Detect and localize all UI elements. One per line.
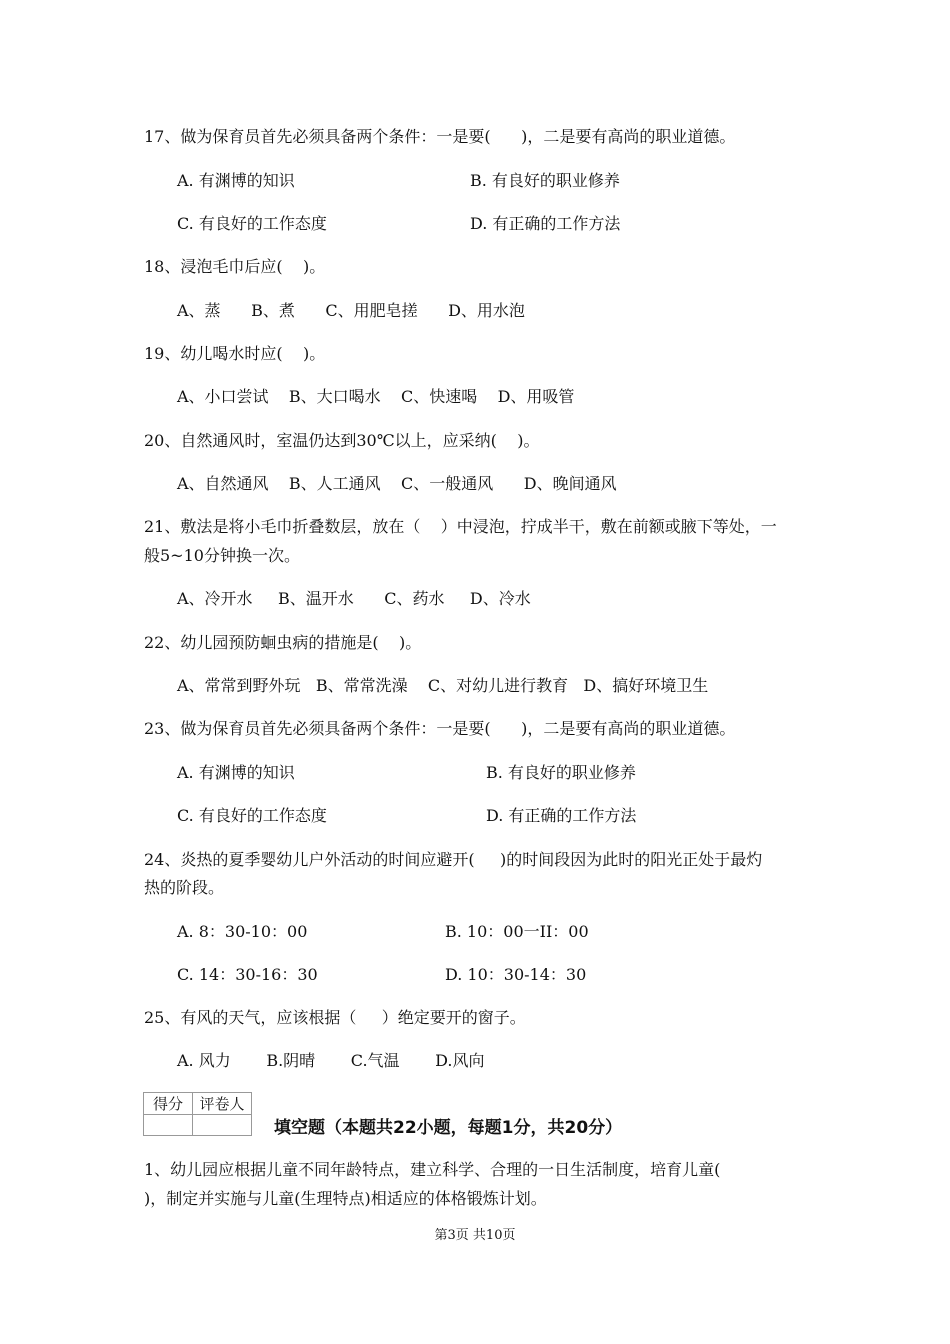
q17-option-a: A. 有渊博的知识 <box>177 171 295 190</box>
q24-option-d: D. 10：30-14：30 <box>445 965 587 984</box>
q22-options: A、常常到野外玩 B、常常洗澡 C、对幼儿进行教育 D、搞好环境卫生 <box>177 676 709 695</box>
q24-option-c: C. 14：30-16：30 <box>177 965 318 984</box>
score-cell <box>144 1115 193 1136</box>
q19-options: A、小口尝试 B、大口喝水 C、快速喝 D、用吸管 <box>177 387 575 406</box>
question-25-stem: 25、有风的天气，应该根据（ ）绝定要开的窗子。 <box>144 1008 526 1027</box>
q20-options: A、自然通风 B、人工通风 C、一般通风 D、晚间通风 <box>177 474 617 493</box>
q17-option-b: B. 有良好的职业修养 <box>470 171 620 190</box>
question-17-stem: 17、做为保育员首先必须具备两个条件：一是要( )，二是要有高尚的职业道德。 <box>144 127 736 146</box>
q21-options: A、冷开水 B、温开水 C、药水 D、冷水 <box>177 589 531 608</box>
score-box <box>143 1092 252 1136</box>
page-number: 第3页 共10页 <box>434 1228 516 1243</box>
question-20-stem: 20、自然通风时，室温仍达到30℃以上，应采纳( )。 <box>144 431 540 450</box>
grader-label: 评卷人 <box>193 1093 252 1115</box>
question-21-stem-line2: 般5~10分钟换一次。 <box>144 546 300 565</box>
question-18-stem: 18、浸泡毛巾后应( )。 <box>144 257 326 276</box>
q23-option-a: A. 有渊博的知识 <box>177 763 295 782</box>
section-title: 填空题（本题共22小题，每题1分，共20分） <box>274 1118 623 1138</box>
question-22-stem: 22、幼儿园预防蛔虫病的措施是( )。 <box>144 633 422 652</box>
question-24-stem-line2: 热的阶段。 <box>144 878 225 897</box>
q24-option-b: B. 10：00一II：00 <box>445 922 589 941</box>
q25-options: A. 风力 B.阴晴 C.气温 D.风向 <box>177 1051 485 1070</box>
score-label: 得分 <box>144 1093 193 1115</box>
q23-option-b: B. 有良好的职业修养 <box>486 763 636 782</box>
q23-option-c: C. 有良好的工作态度 <box>177 806 327 825</box>
question-23-stem: 23、做为保育员首先必须具备两个条件：一是要( )，二是要有高尚的职业道德。 <box>144 719 736 738</box>
question-19-stem: 19、幼儿喝水时应( )。 <box>144 344 326 363</box>
q23-option-d: D. 有正确的工作方法 <box>486 806 637 825</box>
q17-option-c: C. 有良好的工作态度 <box>177 214 327 233</box>
question-21-stem-line1: 21、敷法是将小毛巾折叠数层，放在（ ）中浸泡，拧成半干，敷在前额或腋下等处，一 <box>144 517 777 536</box>
q18-options: A、蒸 B、煮 C、用肥皂搓 D、用水泡 <box>177 301 525 320</box>
grader-cell <box>193 1115 252 1136</box>
q17-option-d: D. 有正确的工作方法 <box>470 214 621 233</box>
fill-question-1-line2: )，制定并实施与儿童(生理特点)相适应的体格锻炼计划。 <box>144 1189 547 1208</box>
fill-question-1-line1: 1、幼儿园应根据儿童不同年龄特点，建立科学、合理的一日生活制度，培育儿童( <box>144 1160 721 1179</box>
question-24-stem-line1: 24、炎热的夏季婴幼儿户外活动的时间应避开( )的时间段因为此时的阳光正处于最灼 <box>144 850 763 869</box>
q24-option-a: A. 8：30-10：00 <box>177 922 308 941</box>
